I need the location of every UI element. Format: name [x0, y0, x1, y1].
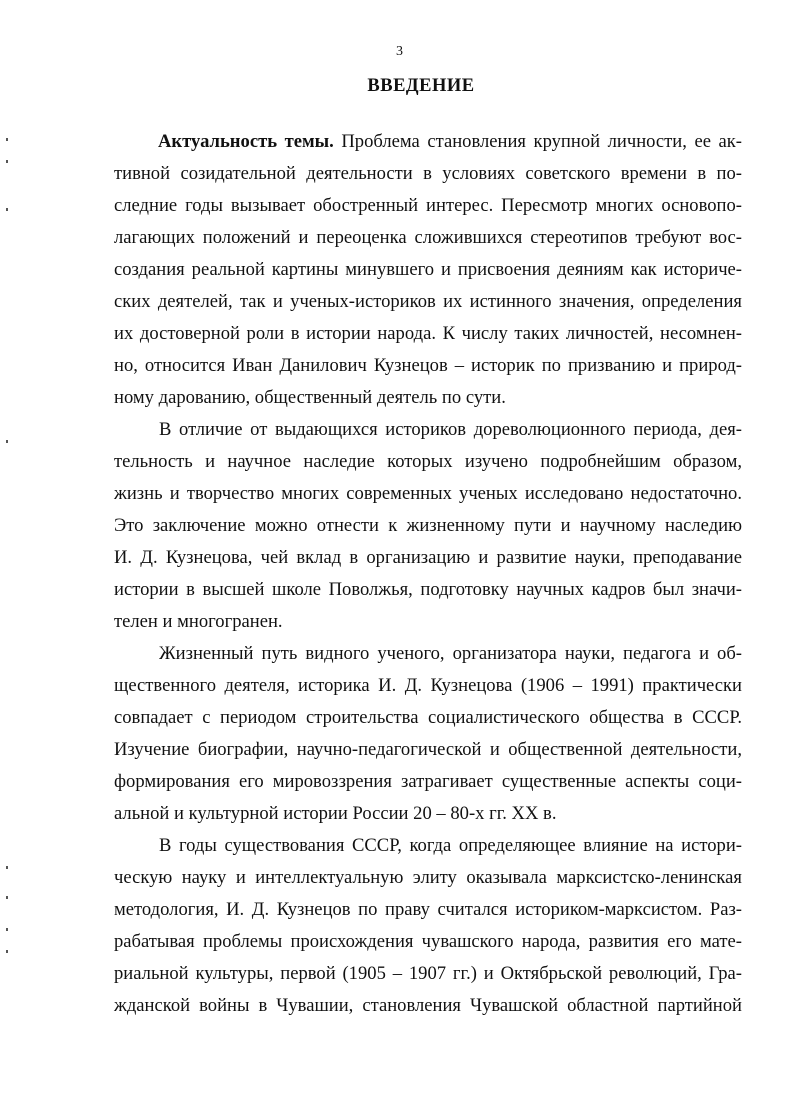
paragraph-line: ческую науку и интеллектуальную элиту оказывала марксистско-ленинская — [114, 867, 742, 888]
paragraph-line: альной и культурной истории России 20 – 80-х гг. XX в. — [114, 803, 557, 824]
paragraph-line: совпадает с периодом строительства социалистического общества в СССР. — [114, 707, 742, 728]
page-title: ВВЕДЕНИЕ — [367, 76, 475, 96]
paragraph — [114, 830, 742, 1022]
paragraph-line: следние годы вызывает обостренный интерес. Пересмотр многих основопо- — [114, 195, 742, 216]
paragraph — [114, 638, 742, 830]
paragraph-line: Жизненный путь видного ученого, организатора науки, педагога и об- — [159, 643, 742, 664]
paragraph — [114, 414, 742, 638]
paragraph-line: методология, И. Д. Кузнецов по праву считался историком-марксистом. Раз- — [114, 899, 742, 920]
paragraph-line: Изучение биографии, научно-педагогической и общественной деятельности, — [114, 739, 742, 760]
scan-mark — [6, 208, 8, 211]
paragraph-line: создания реальной картины минувшего и присвоения деяниям как историче- — [114, 259, 742, 280]
page-number: 3 — [396, 44, 403, 59]
scan-mark — [6, 928, 8, 931]
paragraph-line: рабатывая проблемы происхождения чувашского народа, развития его мате- — [114, 931, 742, 952]
scan-mark — [6, 896, 8, 899]
paragraph — [114, 126, 742, 414]
paragraph-line: тельность и научное наследие которых изучено подробнейшим образом, — [114, 451, 742, 472]
scan-mark — [6, 138, 8, 141]
paragraph-line: Это заключение можно отнести к жизненному пути и научному наследию — [114, 515, 742, 536]
paragraph-line: В отличие от выдающихся историков дореволюционного периода, дея- — [159, 419, 742, 440]
paragraph-line: Актуальность темы. Проблема становления крупной личности, ее ак- — [158, 131, 742, 152]
scan-mark — [6, 440, 8, 443]
paragraph-line: но, относится Иван Данилович Кузнецов – историк по призванию и природ- — [114, 355, 742, 376]
paragraph-line: жизнь и творчество многих современных ученых исследовано недостаточно. — [114, 483, 742, 504]
paragraph-line: истории в высшей школе Поволжья, подготовку научных кадров был значи- — [114, 579, 742, 600]
paragraph-line: лагающих положений и переоценка сложившихся стереотипов требуют вос- — [114, 227, 742, 248]
scan-mark — [6, 160, 8, 163]
paragraph-line: риальной культуры, первой (1905 – 1907 гг.) и Октябрьской революций, Гра- — [114, 963, 742, 984]
scan-mark — [6, 950, 8, 953]
paragraph-line: жданской войны в Чувашии, становления Чувашской областной партийной — [114, 995, 742, 1016]
paragraph-line: ских деятелей, так и ученых-историков их истинного значения, определения — [114, 291, 742, 312]
paragraph-line: телен и многогранен. — [114, 611, 283, 632]
paragraph-line: формирования его мировоззрения затрагивает существенные аспекты соци- — [114, 771, 742, 792]
paragraph-line: их достоверной роли в истории народа. К числу таких личностей, несомнен- — [114, 323, 742, 344]
paragraph-line: И. Д. Кузнецова, чей вклад в организацию и развитие науки, преподавание — [114, 547, 742, 568]
paragraph-line: щественного деятеля, историка И. Д. Кузнецова (1906 – 1991) практически — [114, 675, 742, 696]
paragraph-line: тивной созидательной деятельности в условиях советского времени в по- — [114, 163, 742, 184]
document-body — [114, 126, 742, 1022]
paragraph-line: В годы существования СССР, когда определяющее влияние на истори- — [159, 835, 742, 856]
paragraph-lead: Актуальность темы. — [158, 131, 334, 152]
scan-mark — [6, 866, 8, 869]
paragraph-line: ному дарованию, общественный деятель по сути. — [114, 387, 506, 408]
